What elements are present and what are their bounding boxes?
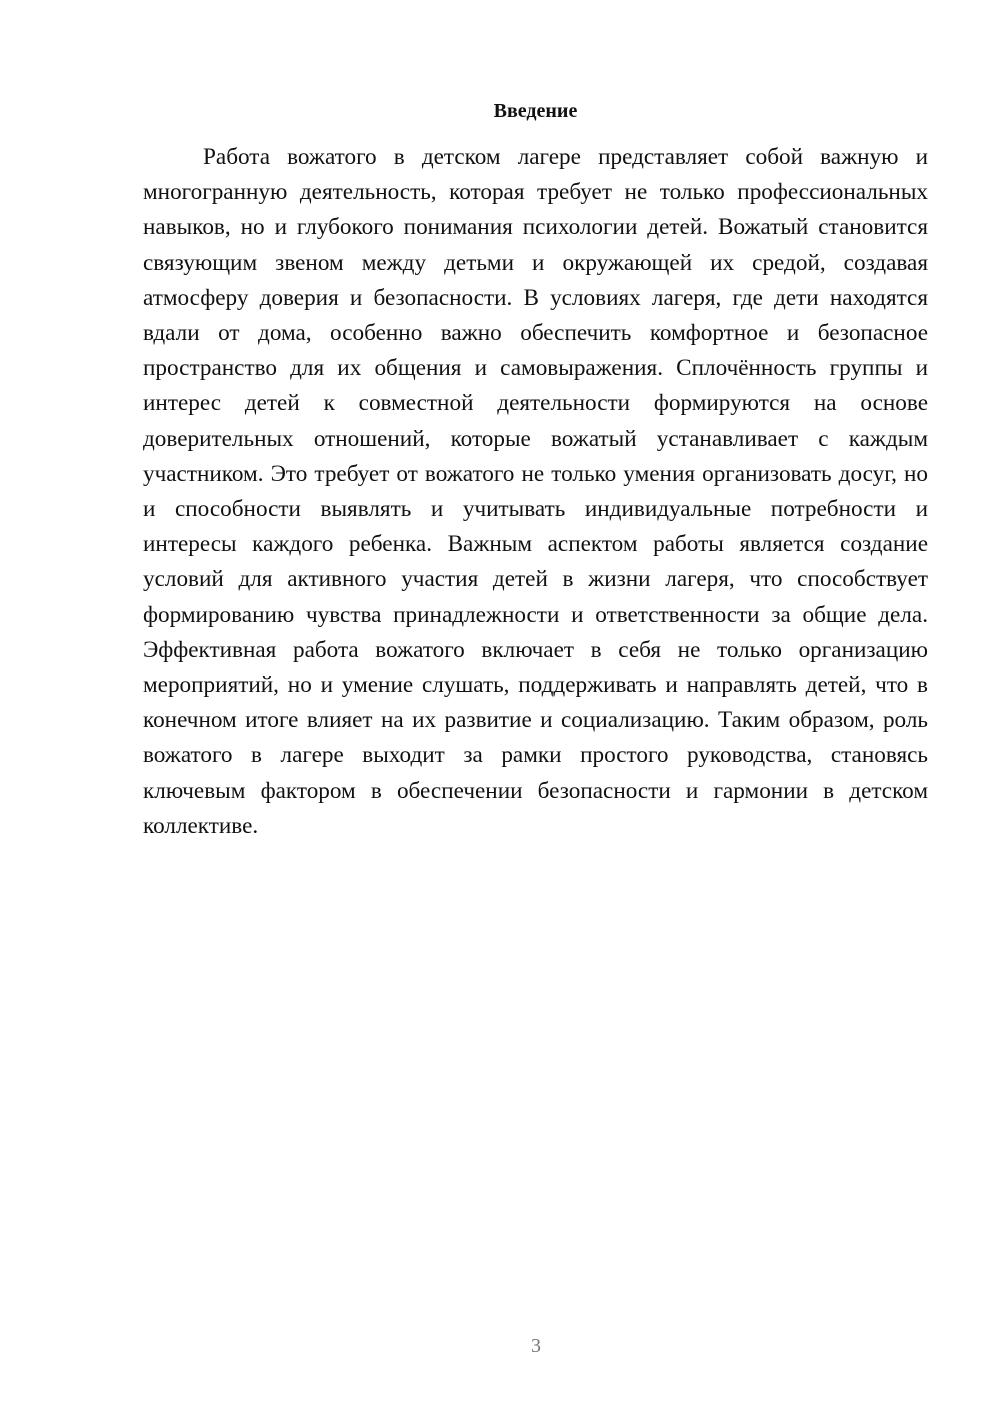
body-paragraph: Работа вожатого в детском лагере представляет собой важную и многогранную деятельность, которая требует не только профессиональных навыков, но и глубокого понимания психологии детей. Вожатый становится связующим звеном между детьми и окружающей их средой, создавая атмосферу доверия и безопасности. В условиях лагеря, где дети находятся вдали от дома, особенно важно обеспечить комфортное и безопасное пространство для их общения и самовыражения. Сплочённость группы и интерес детей к совместной деятельности формируются на основе доверительных отношений, которые вожатый устанавливает с каждым участником. Это требует от вожатого не только умения организовать досуг, но и способности выявлять и учитывать индивидуальные потребности и интересы каждого ребенка. Важным аспектом работы является создание условий для активного участия детей в жизни лагеря, что способствует формированию чувства принадлежности и ответственности за общие дела. Эффективная работа вожатого включает в себя не только организацию мероприятий, но и умение слушать, поддерживать и направлять детей, что в конечном итоге влияет на их развитие и социализацию. Таким образом, роль вожатого в лагере выходит за рамки простого руководства, становясь ключевым фактором в обеспечении безопасности и гармонии в детском коллективе.	[143, 144, 928, 839]
page-number: 3	[531, 1335, 541, 1357]
section-heading: Введение	[493, 100, 578, 122]
